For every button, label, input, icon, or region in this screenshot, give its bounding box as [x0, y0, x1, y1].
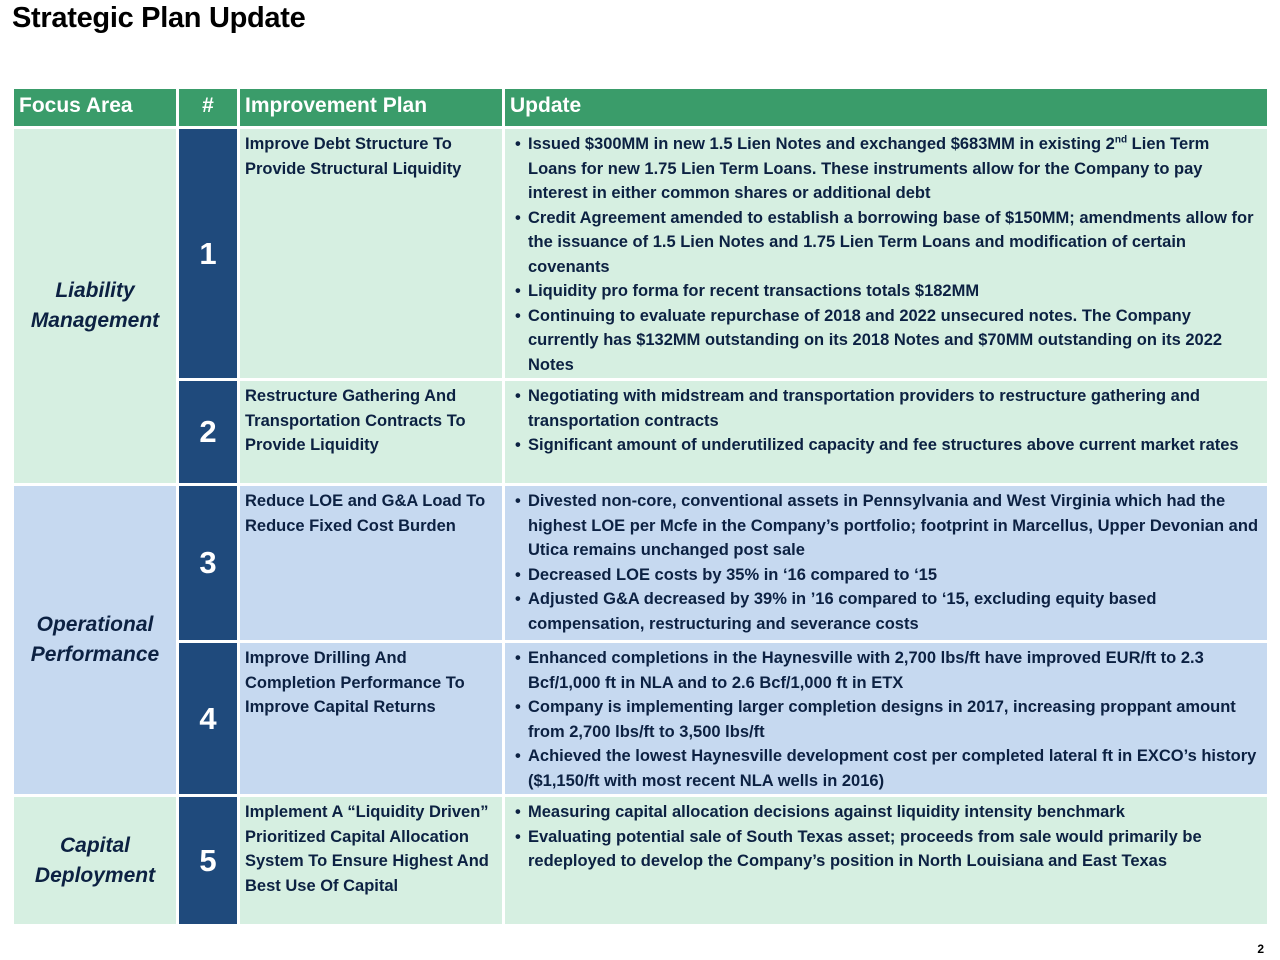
update-bullet: • Achieved the lowest Haynesville development cost per completed lateral ft in EXCO’s history ($1,150/ft with most recent NLA wells in 2016)	[510, 744, 1262, 793]
plan-row-1: Improve Debt Structure To Provide Structural Liquidity	[240, 129, 502, 378]
update-bullet: • Evaluating potential sale of South Texas asset; proceeds from sale would primarily be redeployed to develop the Company’s position in North Louisiana and East Texas	[510, 825, 1262, 874]
update-row-5	[505, 797, 1267, 924]
page-number: 2	[1257, 942, 1264, 956]
header-focus-area: Focus Area	[14, 89, 176, 126]
update-bullet: • Divested non-core, conventional assets in Pennsylvania and West Virginia which had the highest LOE per Mcfe in the Company’s portfolio; footprint in Marcellus, Upper Devonian and Utica remains unchanged post sale	[510, 489, 1262, 563]
row-number-5: 5	[179, 797, 237, 924]
focus-operational-performance: Operational Performance	[14, 486, 176, 794]
header-number: #	[179, 89, 237, 126]
plan-row-3: Reduce LOE and G&A Load To Reduce Fixed Cost Burden	[240, 486, 502, 640]
row-number-2: 2	[179, 381, 237, 483]
plan-row-5: Implement A “Liquidity Driven” Prioritized Capital Allocation System To Ensure Highest And Best Use Of Capital	[240, 797, 502, 924]
update-bullet: • Significant amount of underutilized capacity and fee structures above current market rates	[510, 433, 1262, 458]
update-bullet: • Continuing to evaluate repurchase of 2018 and 2022 unsecured notes. The Company currently has $132MM outstanding on its 2018 Notes and $70MM outstanding on its 2022 Notes	[510, 304, 1262, 378]
update-bullet: • Credit Agreement amended to establish a borrowing base of $150MM; amendments allow for the issuance of 1.5 Lien Notes and 1.75 Lien Term Loans and modification of certain covenants	[510, 206, 1262, 280]
update-bullet: • Negotiating with midstream and transportation providers to restructure gathering and transportation contracts	[510, 384, 1262, 433]
update-bullet: • Issued $300MM in new 1.5 Lien Notes and exchanged $683MM in existing 2nd Lien Term Loans for new 1.75 Lien Term Loans. These instruments allow for the Company to pay interest in either common shares or additional debt	[510, 132, 1262, 206]
update-row-2	[505, 381, 1267, 483]
update-bullet: • Liquidity pro forma for recent transactions totals $182MM	[510, 279, 1262, 304]
focus-capital-deployment: Capital Deployment	[14, 797, 176, 924]
update-bullet: • Adjusted G&A decreased by 39% in ’16 compared to ‘15, excluding equity based compensation, restructuring and severance costs	[510, 587, 1262, 636]
row-number-4: 4	[179, 643, 237, 794]
header-update: Update	[505, 89, 1267, 126]
update-bullet: • Decreased LOE costs by 35% in ‘16 compared to ‘15	[510, 563, 1262, 588]
row-number-1: 1	[179, 129, 237, 378]
plan-row-4: Improve Drilling And Completion Performance To Improve Capital Returns	[240, 643, 502, 794]
plan-row-2: Restructure Gathering And Transportation Contracts To Provide Liquidity	[240, 381, 502, 483]
header-improvement-plan: Improvement Plan	[240, 89, 502, 126]
update-bullet: • Company is implementing larger completion designs in 2017, increasing proppant amount from 2,700 lbs/ft to 3,500 lbs/ft	[510, 695, 1262, 744]
focus-liability-management: Liability Management	[14, 129, 176, 483]
update-row-4	[505, 643, 1267, 794]
update-row-3	[505, 486, 1267, 640]
row-number-3: 3	[179, 486, 237, 640]
update-bullet: • Enhanced completions in the Haynesville with 2,700 lbs/ft have improved EUR/ft to 2.3 Bcf/1,000 ft in NLA and to 2.6 Bcf/1,000 ft in ETX	[510, 646, 1262, 695]
page-title: Strategic Plan Update	[12, 2, 306, 34]
update-row-1	[505, 129, 1267, 378]
update-bullet: • Measuring capital allocation decisions against liquidity intensity benchmark	[510, 800, 1262, 825]
